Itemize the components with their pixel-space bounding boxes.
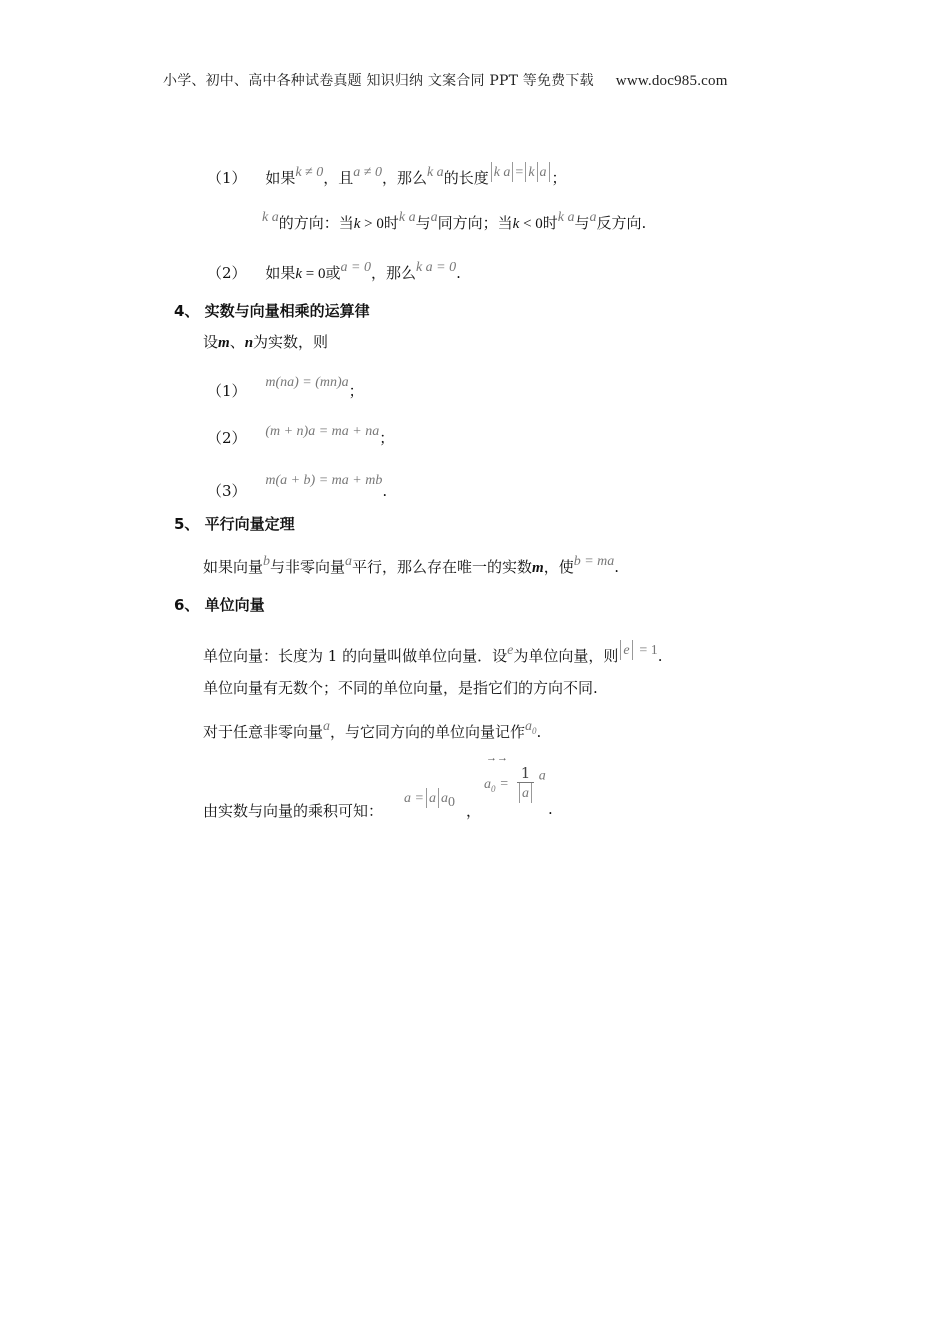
text: 同方向；当 xyxy=(437,214,513,232)
header-site-link[interactable]: www.doc985.com xyxy=(615,73,728,89)
text: 的方向：当 xyxy=(278,214,354,232)
math: k xyxy=(512,216,520,232)
vector-arrow: →→ xyxy=(486,752,508,764)
abs-formula: k a = k a xyxy=(489,162,552,180)
math: = 0 xyxy=(302,266,326,282)
text: 时 xyxy=(542,214,558,232)
text: ，那么 xyxy=(381,169,427,187)
law-1: （1） m(na) = (mn)a； xyxy=(207,375,364,400)
math: k a xyxy=(426,165,444,180)
text: 如果 xyxy=(265,169,296,187)
math: k xyxy=(353,216,361,232)
rule-line-3 xyxy=(207,262,461,283)
text: 反方向. xyxy=(596,214,647,232)
math: k xyxy=(295,266,303,282)
text: 如果 xyxy=(265,264,296,282)
text: 或 xyxy=(325,264,341,282)
text: . xyxy=(548,800,553,818)
section-4-title: 4、 实数与向量相乘的运算律 xyxy=(174,302,370,320)
item-label: （1） xyxy=(207,169,247,187)
unit-vector-notation: 对于任意非零向量a，与它同方向的单位向量记作$a_0$. xyxy=(203,719,542,741)
text: . xyxy=(456,264,461,282)
math: k a xyxy=(262,210,279,225)
formula-a-equals: a = a $a_0$ xyxy=(404,788,455,811)
section-6-title: 6、 单位向量 xyxy=(174,596,265,614)
text: ， xyxy=(466,802,482,820)
math: k a = 0 xyxy=(415,260,457,275)
item-label: （2） xyxy=(207,264,247,282)
header-text: 小学、初中、高中各种试卷真题 知识归纳 文案合同 PPT 等免费下载 xyxy=(163,73,594,89)
parallel-theorem: 如果向量b与非零向量a平行，那么存在唯一的实数m，使b = ma. xyxy=(203,554,620,576)
math: a xyxy=(589,210,597,225)
formula-a0: $a_0$ = $\frac{1}{a}$ a xyxy=(484,764,546,801)
section-4-intro: 设m、n为实数，则 xyxy=(203,333,329,351)
rule-line-1 xyxy=(207,167,567,189)
text: ，且 xyxy=(323,169,354,187)
unit-vector-definition: 单位向量：长度为 1 的向量叫做单位向量．设e为单位向量，则 e = 1. xyxy=(203,645,663,667)
unit-vector-note: 单位向量有无数个；不同的单位向量，是指它们的方向不同. xyxy=(203,679,598,697)
math: a ≠ 0 xyxy=(353,165,382,180)
law-3: （3） m(a + b) = ma + mb. xyxy=(207,473,388,500)
text: 与 xyxy=(415,214,431,232)
math: < 0 xyxy=(519,216,543,232)
rule-line-2 xyxy=(262,212,646,233)
text: 与 xyxy=(574,214,590,232)
product-formula: 由实数与向量的乘积可知： xyxy=(203,802,384,820)
text: 时 xyxy=(383,214,399,232)
math: > 0 xyxy=(360,216,384,232)
math: k a xyxy=(398,210,416,225)
math: k ≠ 0 xyxy=(295,165,324,180)
math: a = 0 xyxy=(340,260,371,275)
text: ，那么 xyxy=(370,264,416,282)
math: a xyxy=(430,210,438,225)
page-header xyxy=(163,70,728,90)
law-2: （2） (m + n)a = ma + na； xyxy=(207,424,395,447)
math: k a xyxy=(557,210,575,225)
text: ； xyxy=(551,169,567,187)
section-5-title: 5、 平行向量定理 xyxy=(174,515,295,533)
text: 的长度 xyxy=(443,169,489,187)
